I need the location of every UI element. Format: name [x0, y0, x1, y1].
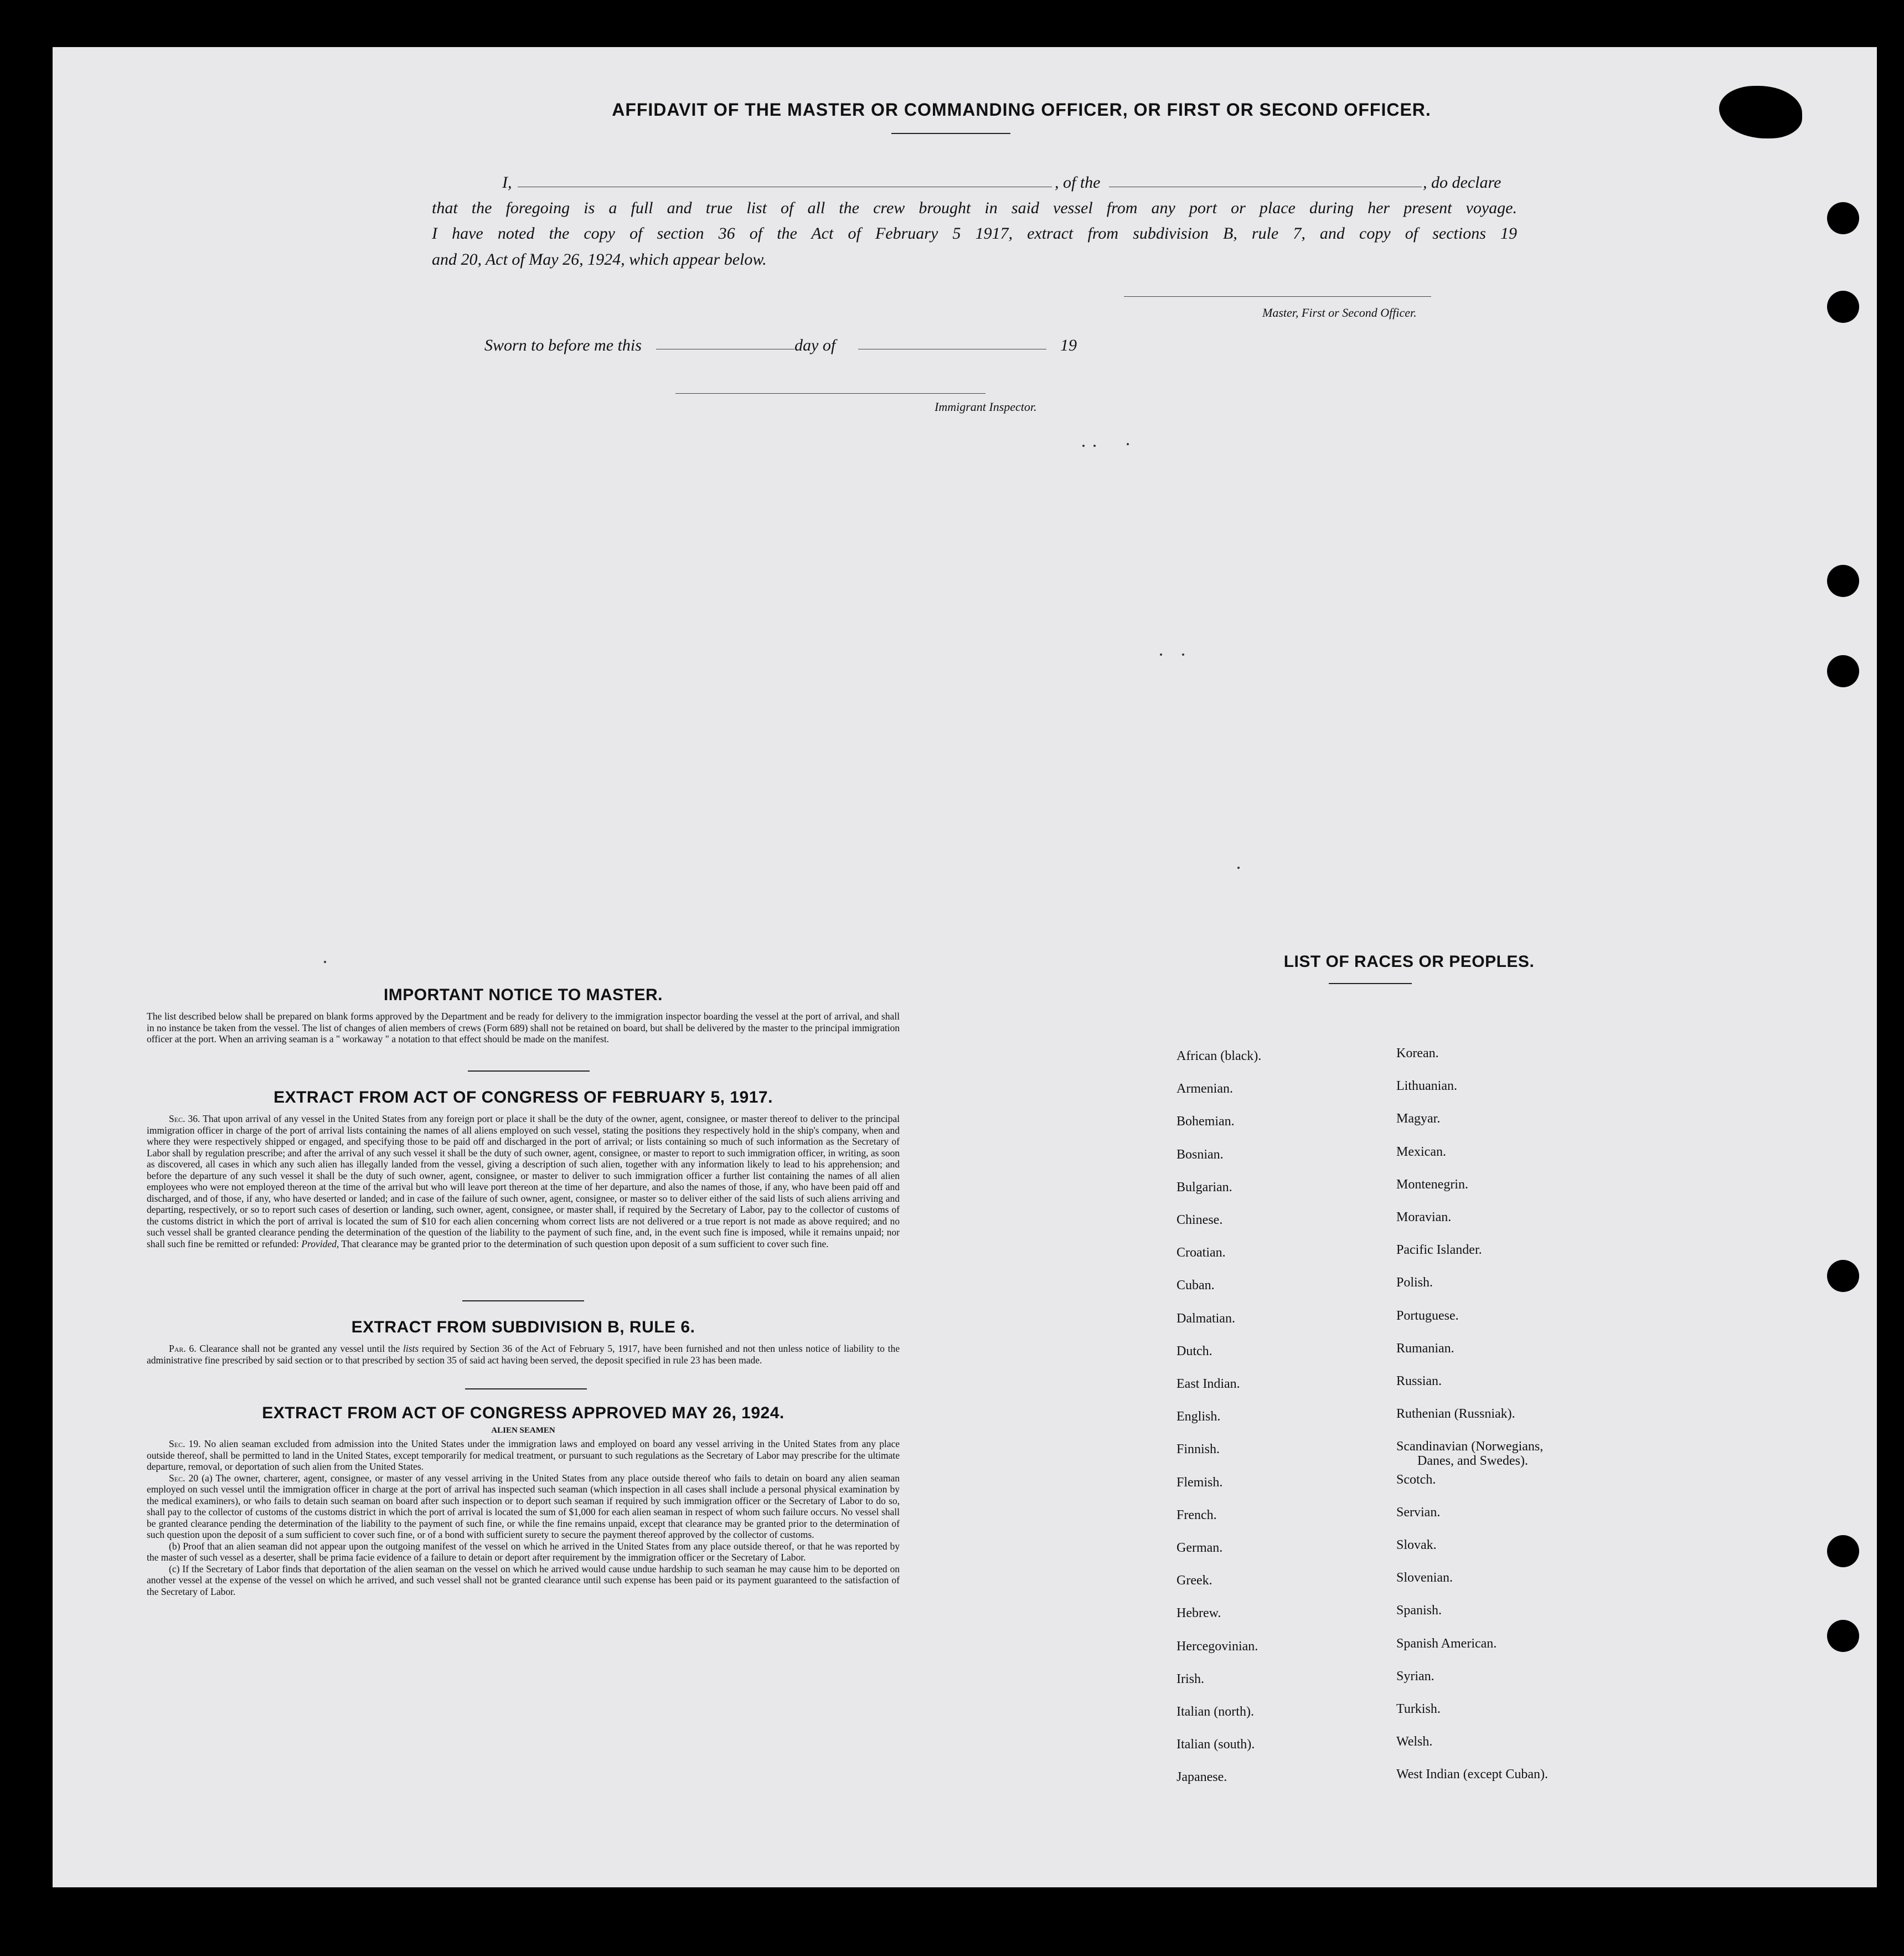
race-item: Spanish American. [1396, 1636, 1497, 1651]
races-divider [1329, 983, 1412, 984]
affidavit-line-3: I have noted the copy of section 36 of the Act of February 5 1917, extract from subdivision B, rule 7, and copy of sections 19 [432, 224, 1517, 243]
inspector-signature-line [675, 393, 985, 394]
race-item: Ruthenian (Russniak). [1396, 1407, 1515, 1422]
race-item: West Indian (except Cuban). [1396, 1767, 1548, 1782]
extract-1924-title: EXTRACT FROM ACT OF CONGRESS APPROVED MAY 26, 1924. [262, 1404, 785, 1422]
punch-hole [1827, 655, 1859, 687]
race-item: Hebrew. [1177, 1606, 1221, 1621]
race-item: Mexican. [1396, 1144, 1446, 1159]
race-item: Scotch. [1396, 1472, 1436, 1487]
scan-dot [1160, 653, 1162, 656]
scan-dot [1237, 867, 1240, 869]
race-item: Portuguese. [1396, 1308, 1459, 1323]
affidavit-line-4: and 20, Act of May 26, 1924, which appear below. [432, 250, 767, 269]
race-item: Turkish. [1396, 1702, 1441, 1716]
race-item: Rumanian. [1396, 1341, 1454, 1356]
notice-divider [468, 1070, 590, 1072]
sec-19-label: Sec. 19. [169, 1438, 201, 1449]
title-divider [891, 133, 1010, 134]
sec-20b-text: (b) Proof that an alien seaman did not appear upon the outgoing manifest of the vessel on which he arrived in the United States from any place outside thereof, or that he was reported by the master of such vessel as a deserter, shall be prima facie evidence of a failure to detain or deport after requirement by the immigration officer or the Secretary of Labor. [147, 1540, 900, 1563]
race-item: Lithuanian. [1396, 1079, 1457, 1094]
inspector-label: Immigrant Inspector. [935, 400, 1037, 414]
punch-hole [1827, 1620, 1859, 1652]
sec-36-text-end: That clearance may be granted prior to the determination of such question upon deposit of a sum sufficient to cover such fine. [341, 1238, 829, 1249]
sec-36-text: That upon arrival of any vessel in the United States from any foreign port or place it shall be the duty of the owner, agent, consignee, or master thereof to deliver to the principal immigration officer in charge of the port of arrival lists containing the names of all aliens employed on such vessel, stating the positions they respectively hold in the ship's company, when and where they were respectively shipped or engaged, and specifying those to be paid off and discharged in the port of arrival; or lists containing so much of such information as the Secretary of Labor shall by regulation prescribe; and after the arrival of any such vessel it shall be the duty of such owner, agent, consignee, or master to report to such immigration officer, in writing, as soon as discovered, all cases in which any such alien has illegally landed from the vessel, giving a description of such alien, together with any information likely to lead to his apprehension; and before the departure of any such vessel it shall be the duty of such owner, agent, consignee, or master to deliver to such immigration officer a further list containing the names of all alien employees who were not employed thereon at the time of the arrival but who will leave port thereon at the time of her departure, and also the names of those, if any, who have been paid off and discharged, and of those, if any, who have deserted or landed; and in case of the failure of such owner, agent, consignee, or master so to deliver either of the said lists of such aliens arriving and departing, respectively, or so to report such cases of desertion or landing, such owner, agent, consignee, or master shall, if required by the Secretary of Labor, pay to the collector of customs of the customs district in which the port of arrival is located the sum of $10 for each alien concerning whom correct lists are not delivered or a true report is not made as above required; and no such vessel shall be granted clearance pending the determination of the question of the liability to the payment of such fine, and, in the event such fine is imposed, while it remains unpaid; nor shall such fine be remitted or refunded: [147, 1113, 900, 1249]
punch-hole [1827, 1260, 1859, 1292]
race-item: Magyar. [1396, 1111, 1441, 1126]
race-item: Syrian. [1396, 1669, 1435, 1684]
race-item: Spanish. [1396, 1603, 1442, 1618]
subdiv-b-title: EXTRACT FROM SUBDIVISION B, RULE 6. [351, 1318, 695, 1336]
race-item: Pacific Islander. [1396, 1243, 1482, 1258]
notice-title: IMPORTANT NOTICE TO MASTER. [383, 986, 663, 1004]
race-item: Hercegovinian. [1177, 1639, 1258, 1654]
provided-word: Provided, [301, 1238, 339, 1249]
subdiv-b-text [147, 1343, 900, 1366]
scan-dot [324, 961, 326, 963]
race-item: Italian (north). [1177, 1705, 1254, 1719]
race-item: Finnish. [1177, 1442, 1220, 1457]
affidavit-i: I, [502, 173, 512, 192]
race-item: Armenian. [1177, 1082, 1233, 1097]
sec-36-label: Sec. 36. [169, 1113, 200, 1124]
subdiv-b-divider [465, 1388, 587, 1389]
scan-dot [1082, 445, 1085, 447]
race-item: Cuban. [1177, 1278, 1215, 1293]
extract-1917-title: EXTRACT FROM ACT OF CONGRESS OF FEBRUARY 5, 1917. [274, 1088, 773, 1106]
affidavit-title: AFFIDAVIT OF THE MASTER OR COMMANDING OFFICER, OR FIRST OR SECOND OFFICER. [612, 100, 1431, 120]
race-item: Croatian. [1177, 1245, 1226, 1260]
race-item: Russian. [1396, 1374, 1442, 1388]
race-item: German. [1177, 1541, 1223, 1555]
race-item: Italian (south). [1177, 1737, 1255, 1752]
sworn-prefix: Sworn to before me this [484, 336, 642, 354]
race-item: French. [1177, 1507, 1217, 1522]
extract-1924-text [147, 1438, 900, 1597]
scan-dot [1182, 653, 1184, 656]
document-page [53, 47, 1877, 1887]
race-item: Bulgarian. [1177, 1180, 1232, 1195]
master-signature-line [1124, 296, 1431, 297]
master-label: Master, First or Second Officer. [1262, 306, 1417, 320]
race-item: English. [1177, 1409, 1221, 1424]
punch-hole [1827, 291, 1859, 323]
sec-20-label: Sec. 20 [169, 1472, 199, 1484]
race-item: Welsh. [1396, 1734, 1433, 1749]
races-title: LIST OF RACES OR PEOPLES. [1283, 953, 1535, 971]
notice-text: The list described below shall be prepared on blank forms approved by the Department and be ready for delivery to the immigration inspector boarding the vessel at the port of arrival, and shall in no instance be taken from the vessel. The list of changes of alien members of crews (Form 689) shall not be retained on board, but shall be delivered by the master to the principal immigration officer at the port. When an arriving seaman is a " workaway " a notation to that effect should be made on the manifest. [147, 1011, 900, 1044]
race-item: Chinese. [1177, 1213, 1223, 1227]
sworn-year: 19 [1060, 336, 1077, 354]
par-6-text: Clearance shall not be granted any vessel until the [199, 1343, 400, 1354]
alien-seamen-subtitle: ALIEN SEAMEN [491, 1426, 555, 1435]
race-item: Irish. [1177, 1671, 1204, 1686]
race-item: Slovenian. [1396, 1571, 1453, 1586]
race-item: Korean. [1396, 1046, 1439, 1061]
race-item: Montenegrin. [1396, 1177, 1468, 1192]
sec-19-text: No alien seaman excluded from admission into the United States under the immigration laws and employed on board any vessel arriving in the United States from any place outside thereof, shall be permitted to land in the United States, except temporarily for medical treatment, or pursuant to such regulations as the Secretary of Labor may prescribe for the ultimate departure, removal, or deportation of such alien from the United States. [147, 1438, 900, 1472]
extract-1917-text [147, 1113, 900, 1249]
affidavit-line-2: that the foregoing is a full and true list of all the crew brought in said vessel from any port or place during her present voyage. [432, 199, 1517, 217]
race-item: Bohemian. [1177, 1114, 1235, 1129]
punch-hole [1827, 1535, 1859, 1567]
race-item: East Indian. [1177, 1377, 1240, 1391]
affidavit-declare: , do declare [1423, 173, 1501, 192]
race-item: African (black). [1177, 1049, 1262, 1063]
race-item: Servian. [1396, 1505, 1441, 1520]
scan-dot [1127, 443, 1129, 445]
race-item: Japanese. [1177, 1770, 1227, 1785]
race-item: Dutch. [1177, 1344, 1212, 1358]
extract-1917-divider [462, 1300, 584, 1301]
par-6-text-end: required by Section 36 of the Act of February 5, 1917, have been furnished and not then unless notice of liability to the administrative fine prescribed by said section or to that prescribed by section 35 of said act having been served, the deposit specified in rule 23 has been made. [147, 1343, 900, 1366]
punch-hole [1827, 565, 1859, 597]
race-item: Polish. [1396, 1275, 1433, 1290]
par-6-label: Par. 6. [169, 1343, 197, 1354]
punch-hole [1827, 202, 1859, 234]
race-item: Moravian. [1396, 1210, 1452, 1224]
race-item-continuation: Danes, and Swedes). [1417, 1454, 1528, 1469]
lists-word: lists [403, 1343, 419, 1354]
race-item: Scandinavian (Norwegians, [1396, 1439, 1544, 1454]
race-item: Slovak. [1396, 1538, 1437, 1552]
sec-20c-text: (c) If the Secretary of Labor finds that deportation of the alien seaman on the vessel on which he arrived would cause undue hardship to such seaman he may cause him to be deported on another vessel at the expense of the vessel on which he arrived, and such vessel shall not be granted clearance until such expense has been paid or its payment guaranteed to the satisfaction of the Secretary of Labor. [147, 1563, 900, 1597]
sec-20a-text: (a) The owner, charterer, agent, consignee, or master of any vessel arriving in the United States from any place outside thereof who fails to detain on board any alien seaman employed on such vessel until the immigration officer in charge at the port of arrival has inspected such seaman (which inspection in all cases shall include a personal physical examination by the medical examiners), or who fails to detain such seaman on board after such inspection or to deport such seaman if required by such immigration officer or the Secretary of Labor to do so, shall pay to the collector of customs of the customs district in which the port of arrival is located the sum of $1,000 for each alien seaman in respect of whom such failure occurs. No vessel shall be granted clearance pending the determination of the liability to the payment of such fine, or while the fine remains unpaid, except that clearance may be granted prior to the determination of such question upon the deposit of a sum sufficient to cover such fine, or of a bond with sufficient surety to secure the payment thereof approved by the collector of customs. [147, 1472, 900, 1540]
race-item: Bosnian. [1177, 1147, 1224, 1162]
affidavit-of-the: , of the [1055, 173, 1101, 192]
sworn-day-of: day of [794, 336, 836, 354]
race-item: Dalmatian. [1177, 1311, 1235, 1326]
race-item: Greek. [1177, 1573, 1212, 1588]
scan-dot [1093, 445, 1096, 447]
race-item: Flemish. [1177, 1475, 1223, 1490]
